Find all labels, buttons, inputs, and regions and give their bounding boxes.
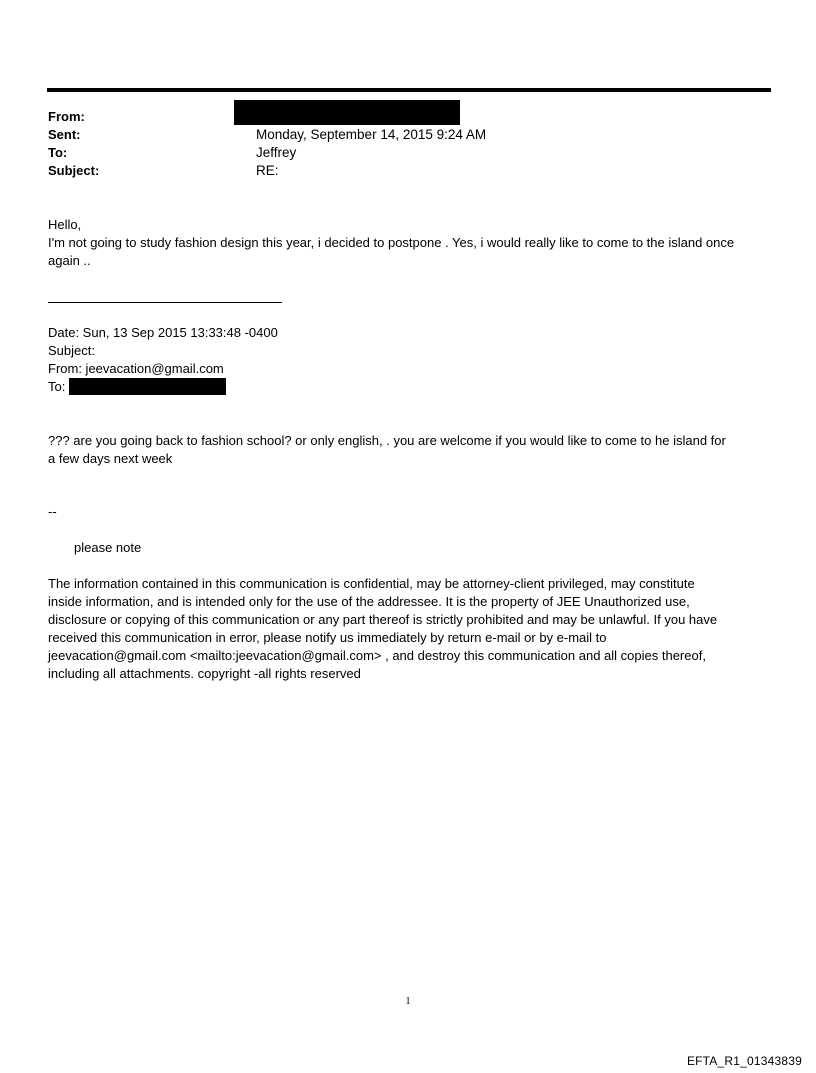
disclaimer-line-2: inside information, and is intended only for the use of the addressee. It is the property of JEE Unauthorized use, (48, 594, 690, 609)
page-number: 1 (405, 996, 411, 1007)
reply-greeting: Hello, (48, 217, 82, 232)
signature-separator: -- (48, 504, 57, 519)
quoted-to-redaction-block (69, 378, 226, 395)
from-label: From: (48, 109, 85, 124)
disclaimer-line-1: The information contained in this communication is confidential, may be attorney-client privileged, may constitute (48, 576, 695, 591)
quoted-subject: Subject: (48, 343, 95, 358)
subject-value: RE: (256, 163, 279, 178)
sent-label: Sent: (48, 127, 81, 142)
quoted-message-line-1: ??? are you going back to fashion school? or only english, . you are welcome if you would like to come to he island for (48, 433, 726, 448)
to-label: To: (48, 145, 68, 160)
document-id: EFTA_R1_01343839 (686, 1054, 802, 1068)
to-value: Jeffrey (256, 145, 297, 160)
quoted-message-line-2: a few days next week (48, 451, 173, 466)
from-redaction-block (234, 100, 460, 125)
quoted-to-label: To: (48, 379, 66, 394)
disclaimer-line-4: received this communication in error, please notify us immediately by return e-mail or by e-mail to (48, 630, 607, 645)
reply-line-2: again .. (48, 253, 91, 268)
disclaimer-line-6: including all attachments. copyright -all rights reserved (48, 666, 361, 681)
header-top-rule (47, 88, 771, 92)
quoted-date: Date: Sun, 13 Sep 2015 13:33:48 -0400 (48, 325, 278, 340)
disclaimer-line-3: disclosure or copying of this communication or any part thereof is strictly prohibited and may be unlawful. If you have (48, 612, 718, 627)
please-note-text: please note (74, 540, 142, 555)
quoted-from: From: jeevacation@gmail.com (48, 361, 224, 376)
quoted-separator-rule (48, 302, 282, 303)
reply-line-1: I'm not going to study fashion design this year, i decided to postpone . Yes, i would really like to come to the island once (48, 235, 735, 250)
subject-label: Subject: (48, 163, 100, 178)
disclaimer-line-5: jeevacation@gmail.com <mailto:jeevacation@gmail.com> , and destroy this communication and all copies thereof, (48, 648, 706, 663)
sent-value: Monday, September 14, 2015 9:24 AM (256, 127, 487, 142)
